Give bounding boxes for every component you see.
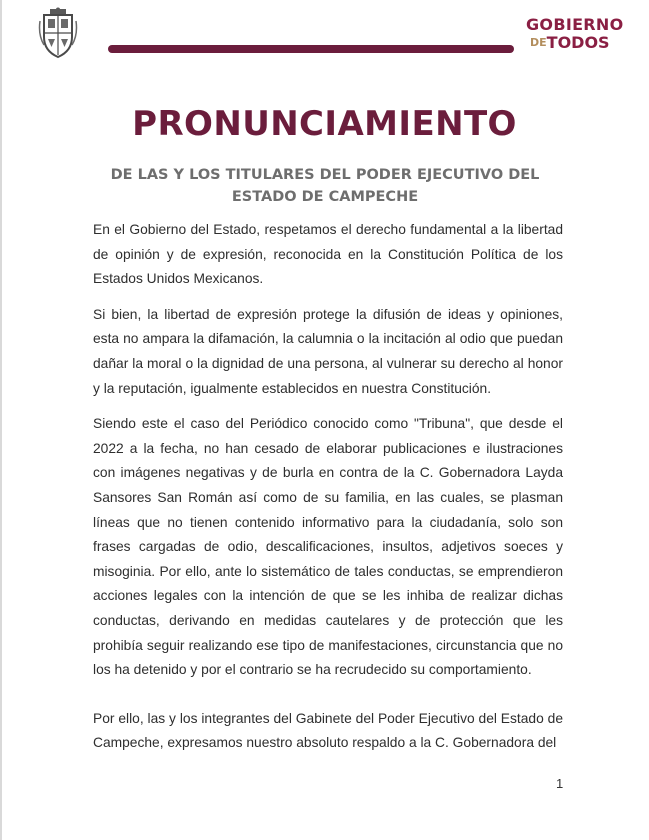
- state-coat-of-arms-icon: [38, 7, 78, 59]
- logo-todos: TODOS: [546, 33, 610, 52]
- paragraph-3: Siendo este el caso del Periódico conocido como "Tribuna", que desde el 2022 a la fecha, no han cesado de elaborar publicaciones e ilustraciones con imágenes negativas y de burla en contra de la C. Gobernadora Layda Sansores San Román así como de su familia, en las cuales, se plasman líneas que no tienen contenido informativo para la ciudadanía, solo son frases cargadas de odio, descalificaciones, insultos, adjetivos soeces y misoginia. Por ello, ante lo sistemático de tales conductas, se emprendieron acciones legales con la intención de que se les inhiba de realizar dichas conductas, derivando en medidas cautelares y de protección que les prohibía seguir realizando ese tipo de manifestaciones, circunstancia que no los ha detenido y por el contrario se ha recrudecido su comportamiento.: [93, 416, 563, 678]
- document-body: [93, 218, 563, 767]
- logo-line1: GOBIERNO: [526, 15, 624, 34]
- paragraph-2: Si bien, la libertad de expresión protege la difusión de ideas y opiniones, esta no ampara la difamación, la calumnia o la incitación al odio que puedan dañar la moral o la dignidad de una persona, al vulnerar su derecho al honor y la reputación, igualmente establecidos en nuestra Constitución.: [93, 306, 563, 396]
- document-subtitle: DE LAS Y LOS TITULARES DEL PODER EJECUTIVO DEL ESTADO DE CAMPECHE: [110, 167, 540, 205]
- logo-de: DE: [530, 36, 547, 49]
- document-title: PRONUNCIAMIENTO: [132, 104, 517, 144]
- paragraph-4: Por ello, las y los integrantes del Gabinete del Poder Ejecutivo del Estado de Campeche, expresamos nuestro absoluto respaldo a la C. Gobernadora del: [93, 710, 563, 751]
- header-divider-bar: [108, 45, 514, 53]
- paragraph-1: En el Gobierno del Estado, respetamos el derecho fundamental a la libertad de opinión y de expresión, reconocida en la Constitución Política de los Estados Unidos Mexicanos.: [93, 222, 563, 287]
- gobierno-de-todos-logo: [526, 16, 626, 52]
- page-number: 1: [556, 776, 564, 791]
- logo-line2: [530, 34, 626, 52]
